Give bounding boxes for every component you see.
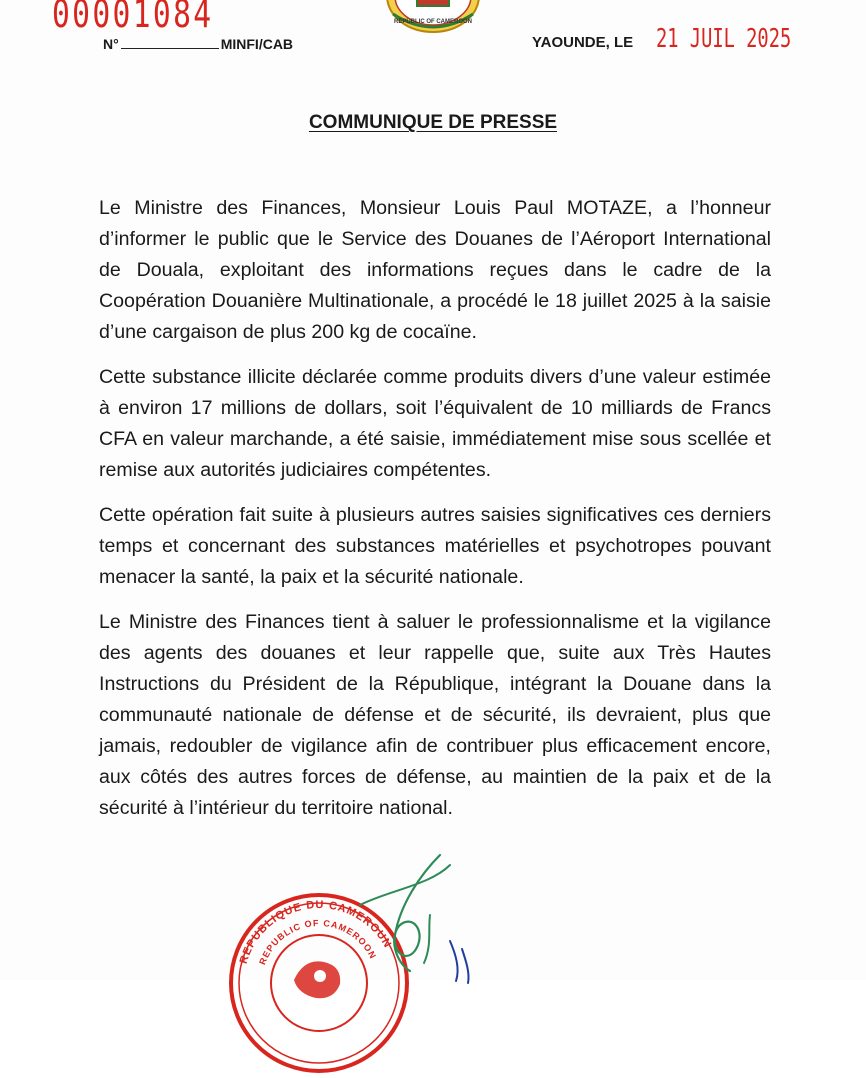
page-title: COMMUNIQUE DE PRESSE bbox=[308, 112, 558, 133]
paragraph: Cette opération fait suite à plusieurs autres saisies significatives ces derniers temps et concernant des substances matérielles et psychotropes pouvant menacer la santé, la paix et la sécurité nationale. bbox=[99, 504, 771, 588]
handwritten-signature bbox=[300, 845, 520, 985]
paragraph: Le Ministre des Finances, Monsieur Louis Paul MOTAZE, a l’honneur d’informer le public que le Service des Douanes de l’Aéroport International de Douala, exploitant des informations reçues dans le cadre de la Coopération Douanière Multinationale, a procédé le 18 juillet 2025 à la saisie d’une cargaison de plus 200 kg de cocaïne. bbox=[99, 197, 771, 343]
reference-number-stamp: 00001084 bbox=[52, 0, 214, 36]
emblem-text: REPUBLIC OF CAMEROON bbox=[394, 19, 472, 25]
city-date-label: YAOUNDE, LE bbox=[532, 34, 634, 51]
reference-prefix: N° bbox=[103, 36, 119, 52]
reference-blank bbox=[121, 36, 219, 49]
reference-line bbox=[103, 36, 293, 52]
seal-text-line1: REPUBLIQUE DU CAMEROUN bbox=[237, 898, 394, 966]
coat-of-arms-emblem bbox=[379, 0, 487, 34]
paragraph: Le Ministre des Finances tient à saluer le professionnalisme et la vigilance des agents des douanes et leur rappelle que, suite aux Très Hautes Instructions du Président de la République, intégrant la Douane dans la communauté nationale de défense et de sécurité, ils devraient, plus que jamais, redoubler de vigilance afin de contribuer plus efficacement encore, aux côtés des autres forces de défense, au maintien de la paix et de la sécurité à l’intérieur du territoire national. bbox=[99, 611, 771, 819]
press-release-body bbox=[99, 193, 771, 838]
paragraph: Cette substance illicite déclarée comme produits divers d’une valeur estimée à environ 17 millions de dollars, soit l’équivalent de 10 milliards de Francs CFA en valeur marchande, a été saisie, immédiatement mise sous scellée et remise aux autorités judiciaires compétentes. bbox=[99, 366, 771, 481]
seal-text-line2: REPUBLIC OF CAMEROON bbox=[257, 917, 379, 967]
reference-suffix: MINFI/CAB bbox=[220, 36, 294, 52]
date-stamp: 21 JUIL 2025 bbox=[656, 24, 792, 54]
